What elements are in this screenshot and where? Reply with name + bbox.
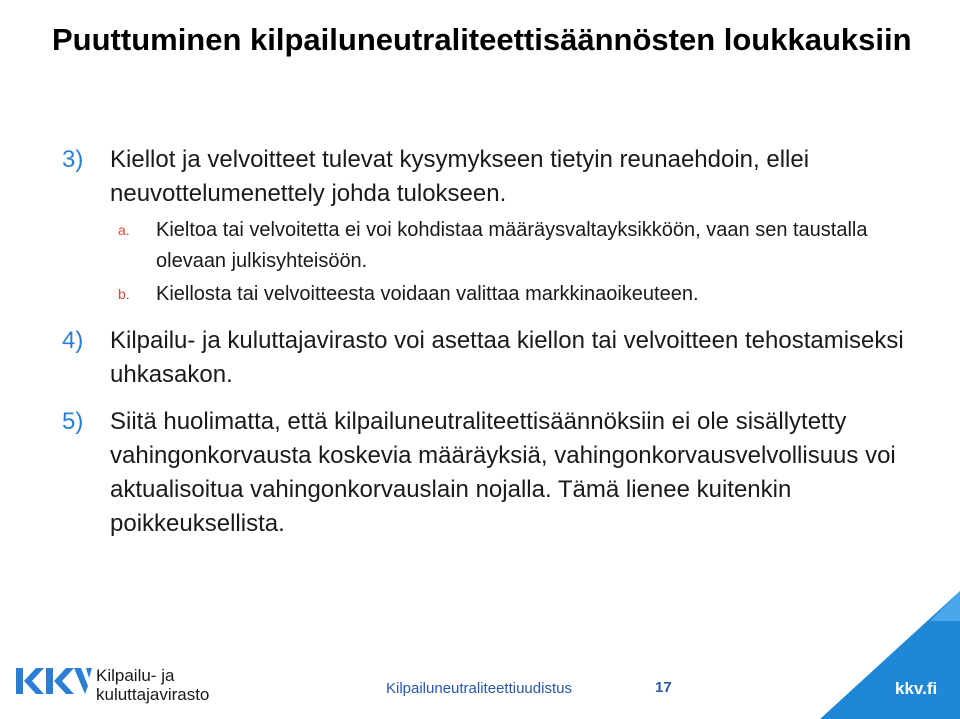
item-letter: a. [118,222,130,238]
kkv-logo-icon [14,664,94,698]
item-text: Kiellosta tai velvoitteesta voidaan valittaa markkinaoikeuteen. [156,283,699,305]
item-text: Kiellot ja velvoitteet tulevat kysymykseen tietyin reunaehdoin, ellei neuvottelumenettely johda tulokseen. [110,146,810,207]
slide-title: Puuttuminen kilpailuneutraliteettisäännösten loukkauksiin [52,22,912,57]
logo-wordmark [96,666,209,704]
item-text: Kieltoa tai velvoitetta ei voi kohdistaa määräysvaltayksikköön, vaan sen taustalla olevaan julkisyhteisöön. [156,219,868,272]
item-text: Kilpailu- ja kuluttajavirasto voi asettaa kiellon tai velvoitteen tehostamiseksi uhkasakon. [110,327,904,388]
item-number: 5) [62,408,84,435]
item-number: 3) [62,146,84,173]
item-letter: b. [118,286,130,302]
corner-triangle [820,591,960,719]
item-number: 4) [62,327,84,354]
site-link[interactable]: kkv.fi [895,679,938,698]
page-number: 17 [655,679,672,696]
logo-line-2: kuluttajavirasto [96,685,210,704]
footer-title: Kilpailuneutraliteettiuudistus [386,680,572,697]
logo-line-1: Kilpailu- ja [96,666,175,685]
item-text: Siitä huolimatta, että kilpailuneutraliteettisäännöksiin ei ole sisällytetty vahingonkorvausta koskevia määräyksiä, vahingonkorvausvelvollisuus voi aktualisoitua vahingonkorvauslain nojalla. Tämä lienee kuitenkin poikkeuksellista. [110,408,896,537]
